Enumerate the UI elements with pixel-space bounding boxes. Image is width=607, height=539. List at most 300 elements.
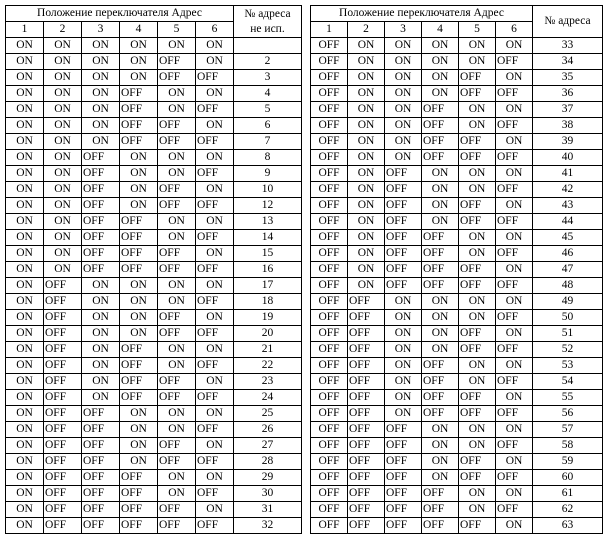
switch-state-cell: OFF [311, 294, 348, 310]
table-row [311, 182, 603, 198]
switch-state-cell: ON [6, 470, 44, 486]
switch-state-cell: OFF [44, 278, 82, 294]
table-row [6, 262, 302, 278]
address-number-cell: 8 [234, 150, 302, 166]
switch-state-cell: OFF [311, 406, 348, 422]
switch-state-cell: ON [6, 438, 44, 454]
switch-state-cell: ON [44, 118, 82, 134]
table-row [6, 182, 302, 198]
switch-state-cell: OFF [422, 150, 459, 166]
switch-state-cell: ON [196, 278, 234, 294]
switch-state-cell: ON [6, 38, 44, 54]
switch-state-cell: ON [82, 326, 120, 342]
switch-state-cell: ON [120, 406, 158, 422]
switch-state-cell: ON [459, 374, 496, 390]
switch-state-cell: ON [348, 102, 385, 118]
address-number-cell: 10 [234, 182, 302, 198]
switch-state-cell: OFF [422, 262, 459, 278]
address-number-cell: 56 [533, 406, 603, 422]
switch-state-cell: OFF [196, 358, 234, 374]
switch-state-cell: OFF [311, 326, 348, 342]
switch-state-cell: ON [82, 102, 120, 118]
switch-state-cell: OFF [422, 518, 459, 534]
switch-state-cell: ON [6, 294, 44, 310]
switch-state-cell: OFF [44, 310, 82, 326]
address-number-cell: 57 [533, 422, 603, 438]
switch-state-cell: ON [44, 86, 82, 102]
address-number-cell: 9 [234, 166, 302, 182]
switch-state-cell: OFF [44, 502, 82, 518]
switch-state-cell: ON [496, 454, 533, 470]
switch-state-cell: OFF [459, 470, 496, 486]
switch-state-cell: ON [158, 358, 196, 374]
switch-state-cell: OFF [496, 406, 533, 422]
table-row [311, 358, 603, 374]
switch-state-cell: ON [459, 102, 496, 118]
switch-state-cell: ON [459, 230, 496, 246]
table-row [311, 246, 603, 262]
switch-state-cell: ON [158, 278, 196, 294]
address-number-cell: 23 [234, 374, 302, 390]
switch-state-cell: ON [496, 198, 533, 214]
address-number-cell: 31 [234, 502, 302, 518]
switch-state-cell: OFF [385, 278, 422, 294]
switch-state-cell: OFF [385, 454, 422, 470]
switch-state-cell: OFF [158, 374, 196, 390]
switch-state-cell: ON [120, 326, 158, 342]
switch-state-cell: OFF [385, 470, 422, 486]
switch-state-cell: OFF [422, 374, 459, 390]
switch-state-cell: OFF [422, 230, 459, 246]
switch-state-cell: OFF [385, 422, 422, 438]
switch-state-cell: ON [385, 38, 422, 54]
table-row [6, 470, 302, 486]
table-row [311, 518, 603, 534]
switch-state-cell: ON [459, 118, 496, 134]
switch-state-cell: OFF [158, 326, 196, 342]
switch-state-cell: OFF [311, 246, 348, 262]
switch-state-cell: OFF [459, 86, 496, 102]
switch-state-cell: ON [422, 326, 459, 342]
switch-state-cell: ON [385, 54, 422, 70]
switch-state-cell: OFF [496, 214, 533, 230]
switch-state-cell: OFF [158, 246, 196, 262]
address-number-cell: 42 [533, 182, 603, 198]
switch-state-cell: ON [82, 38, 120, 54]
table-row [311, 310, 603, 326]
switch-state-cell: OFF [120, 230, 158, 246]
switch-state-cell: ON [496, 70, 533, 86]
switch-state-cell: OFF [459, 70, 496, 86]
switch-state-cell: ON [496, 294, 533, 310]
switch-state-cell: OFF [385, 182, 422, 198]
switch-state-cell: OFF [348, 502, 385, 518]
address-number-cell: 32 [234, 518, 302, 534]
switch-state-cell: OFF [311, 438, 348, 454]
address-number-cell: 17 [234, 278, 302, 294]
address-header-line: № адреса [544, 15, 591, 27]
switch-state-cell: ON [44, 38, 82, 54]
table-row [311, 102, 603, 118]
table-row [311, 326, 603, 342]
switch-state-cell: ON [459, 38, 496, 54]
switch-number: 6 [196, 22, 234, 38]
switch-state-cell: OFF [496, 278, 533, 294]
switch-number: 1 [311, 22, 348, 38]
switch-state-cell: ON [82, 310, 120, 326]
switch-state-cell: ON [196, 38, 234, 54]
switch-state-cell: ON [196, 310, 234, 326]
address-number-cell: 52 [533, 342, 603, 358]
switch-state-cell: ON [158, 406, 196, 422]
switch-state-cell: ON [459, 54, 496, 70]
switch-state-cell: OFF [196, 166, 234, 182]
switch-state-cell: OFF [311, 390, 348, 406]
switch-state-cell: ON [82, 86, 120, 102]
switch-state-cell: OFF [196, 390, 234, 406]
switch-state-cell: ON [422, 70, 459, 86]
switch-state-cell: ON [120, 294, 158, 310]
switch-number: 2 [348, 22, 385, 38]
switch-state-cell: ON [196, 502, 234, 518]
switch-state-cell: OFF [196, 134, 234, 150]
switch-state-cell: OFF [496, 502, 533, 518]
address-number-cell: 15 [234, 246, 302, 262]
table-row [311, 342, 603, 358]
switch-state-cell: ON [6, 182, 44, 198]
switch-state-cell: ON [158, 166, 196, 182]
switch-state-cell: OFF [311, 118, 348, 134]
switch-state-cell: ON [120, 182, 158, 198]
switch-state-cell: OFF [459, 454, 496, 470]
switch-state-cell: OFF [120, 134, 158, 150]
switch-number: 2 [44, 22, 82, 38]
switch-state-cell: ON [496, 390, 533, 406]
switch-state-cell: ON [422, 182, 459, 198]
switch-state-cell: ON [496, 486, 533, 502]
switch-number: 5 [158, 22, 196, 38]
switch-state-cell: ON [459, 182, 496, 198]
switch-state-cell: OFF [496, 342, 533, 358]
table-row [311, 390, 603, 406]
switch-number: 6 [496, 22, 533, 38]
switch-state-cell: OFF [311, 342, 348, 358]
table-row [311, 134, 603, 150]
switch-state-cell: ON [82, 118, 120, 134]
switch-state-cell: OFF [459, 198, 496, 214]
switch-state-cell: OFF [158, 134, 196, 150]
address-number-cell: 41 [533, 166, 603, 182]
switch-state-cell: OFF [82, 246, 120, 262]
switch-state-cell: ON [348, 166, 385, 182]
switch-state-cell: ON [158, 342, 196, 358]
switch-state-cell: OFF [158, 454, 196, 470]
table-row [6, 38, 302, 54]
switch-state-cell: OFF [348, 438, 385, 454]
table-row [311, 374, 603, 390]
switch-state-cell: ON [422, 310, 459, 326]
switch-state-cell: OFF [311, 470, 348, 486]
table-row [6, 278, 302, 294]
table-header-row [6, 6, 302, 22]
switch-state-cell: ON [82, 374, 120, 390]
switch-state-cell: ON [6, 374, 44, 390]
switch-state-cell: ON [422, 454, 459, 470]
table-row [6, 54, 302, 70]
table-row [6, 294, 302, 310]
switch-state-cell: ON [422, 470, 459, 486]
table-row [311, 166, 603, 182]
address-number-cell: 4 [234, 86, 302, 102]
switch-state-cell: OFF [311, 38, 348, 54]
switch-state-cell: OFF [82, 454, 120, 470]
table-row [311, 454, 603, 470]
switch-state-cell: ON [385, 150, 422, 166]
switch-state-cell: OFF [120, 470, 158, 486]
switch-state-cell: OFF [348, 422, 385, 438]
switch-state-cell: ON [496, 422, 533, 438]
address-number-cell: 45 [533, 230, 603, 246]
switch-state-cell: OFF [120, 486, 158, 502]
switch-state-cell: ON [496, 166, 533, 182]
switch-state-cell: OFF [82, 486, 120, 502]
switch-state-cell: ON [348, 246, 385, 262]
switch-state-cell: OFF [422, 502, 459, 518]
switch-state-cell: OFF [459, 150, 496, 166]
switch-state-cell: ON [158, 86, 196, 102]
switch-state-cell: OFF [385, 518, 422, 534]
switch-state-cell: ON [6, 70, 44, 86]
address-number-cell: 61 [533, 486, 603, 502]
switch-state-cell: ON [459, 486, 496, 502]
switch-state-cell: OFF [82, 502, 120, 518]
switch-state-cell: ON [385, 390, 422, 406]
switch-state-cell: OFF [82, 182, 120, 198]
address-number-cell: 39 [533, 134, 603, 150]
switch-state-cell: OFF [120, 262, 158, 278]
switch-state-cell: ON [82, 70, 120, 86]
switch-state-cell: OFF [385, 214, 422, 230]
switch-state-cell: ON [196, 150, 234, 166]
switch-state-cell: ON [496, 134, 533, 150]
switch-state-cell: OFF [348, 470, 385, 486]
switch-state-cell: OFF [82, 518, 120, 534]
switch-state-cell: ON [385, 374, 422, 390]
address-number-cell: 20 [234, 326, 302, 342]
switch-state-cell: OFF [459, 342, 496, 358]
switch-state-cell: ON [385, 134, 422, 150]
switch-state-cell: ON [158, 230, 196, 246]
address-number-cell: 27 [234, 438, 302, 454]
switch-state-cell: OFF [348, 518, 385, 534]
switch-state-cell: ON [6, 214, 44, 230]
switch-state-cell: ON [44, 262, 82, 278]
switch-state-cell: OFF [44, 454, 82, 470]
switch-state-cell: ON [6, 358, 44, 374]
switch-state-cell: ON [348, 214, 385, 230]
switch-state-cell: ON [120, 150, 158, 166]
switch-state-cell: ON [422, 38, 459, 54]
switch-state-cell: OFF [496, 246, 533, 262]
address-column-header [533, 6, 603, 38]
switch-state-cell: OFF [120, 118, 158, 134]
table-row [6, 214, 302, 230]
switch-state-cell: ON [459, 246, 496, 262]
switch-state-cell: ON [348, 38, 385, 54]
address-table-right [310, 5, 603, 534]
switch-state-cell: OFF [496, 470, 533, 486]
switch-state-cell: OFF [311, 230, 348, 246]
switch-state-cell: ON [158, 294, 196, 310]
switch-state-cell: OFF [311, 198, 348, 214]
switch-state-cell: OFF [496, 86, 533, 102]
switch-state-cell: ON [82, 278, 120, 294]
switch-state-cell: ON [44, 134, 82, 150]
switch-state-cell: ON [496, 102, 533, 118]
switch-state-cell: ON [385, 326, 422, 342]
switch-state-cell: OFF [44, 406, 82, 422]
switch-state-cell: ON [158, 102, 196, 118]
switch-state-cell: ON [459, 422, 496, 438]
switch-state-cell: OFF [496, 118, 533, 134]
switch-state-cell: OFF [120, 374, 158, 390]
switch-state-cell: ON [496, 38, 533, 54]
switch-state-cell: ON [44, 150, 82, 166]
table-row [311, 294, 603, 310]
switch-state-cell: OFF [459, 326, 496, 342]
switch-state-cell: ON [6, 230, 44, 246]
table-row [311, 214, 603, 230]
switch-state-cell: OFF [158, 502, 196, 518]
address-number-cell: 2 [234, 54, 302, 70]
switch-state-cell: ON [422, 214, 459, 230]
switch-state-cell: ON [348, 118, 385, 134]
address-number-cell: 46 [533, 246, 603, 262]
switch-state-cell: ON [422, 86, 459, 102]
switch-state-cell: OFF [44, 358, 82, 374]
switch-state-cell: OFF [82, 470, 120, 486]
switch-state-cell: ON [120, 454, 158, 470]
switch-state-cell: ON [6, 422, 44, 438]
address-number-cell: 58 [533, 438, 603, 454]
switch-state-cell: OFF [422, 102, 459, 118]
address-number-cell: 21 [234, 342, 302, 358]
switch-state-cell: OFF [44, 470, 82, 486]
table-row [6, 486, 302, 502]
switch-state-cell: OFF [120, 214, 158, 230]
switch-state-cell: OFF [422, 118, 459, 134]
switch-state-cell: OFF [348, 294, 385, 310]
switch-state-cell: OFF [82, 438, 120, 454]
switch-state-cell: OFF [459, 214, 496, 230]
table-row [311, 70, 603, 86]
switch-state-cell: OFF [422, 278, 459, 294]
switch-state-cell: ON [459, 294, 496, 310]
address-table-left-body [6, 6, 302, 534]
switch-state-cell: OFF [196, 198, 234, 214]
switch-state-cell: OFF [82, 214, 120, 230]
switch-state-cell: ON [44, 182, 82, 198]
address-number-cell: 48 [533, 278, 603, 294]
switch-state-cell: ON [6, 102, 44, 118]
switch-state-cell: ON [6, 54, 44, 70]
address-table-left [5, 5, 302, 534]
switch-state-cell: ON [196, 182, 234, 198]
switch-state-cell: OFF [196, 262, 234, 278]
table-row [311, 438, 603, 454]
switch-state-cell: OFF [348, 342, 385, 358]
table-row [311, 118, 603, 134]
switch-state-cell: OFF [158, 390, 196, 406]
switch-state-cell: OFF [385, 230, 422, 246]
switch-state-cell: OFF [82, 166, 120, 182]
table-title: Положение переключателя Адрес [311, 6, 533, 22]
table-row [311, 470, 603, 486]
switch-state-cell: OFF [311, 454, 348, 470]
switch-state-cell: ON [459, 438, 496, 454]
switch-state-cell: OFF [158, 118, 196, 134]
switch-state-cell: ON [196, 342, 234, 358]
switch-state-cell: ON [82, 294, 120, 310]
address-number-cell: 13 [234, 214, 302, 230]
address-number-cell: 33 [533, 38, 603, 54]
address-number-cell: 14 [234, 230, 302, 246]
table-row [311, 230, 603, 246]
switch-state-cell: ON [348, 54, 385, 70]
switch-state-cell: OFF [120, 502, 158, 518]
switch-state-cell: OFF [120, 102, 158, 118]
switch-state-cell: OFF [311, 518, 348, 534]
table-row [6, 502, 302, 518]
switch-state-cell: ON [196, 214, 234, 230]
switch-state-cell: OFF [311, 310, 348, 326]
table-row [311, 150, 603, 166]
switch-state-cell: OFF [496, 438, 533, 454]
switch-state-cell: ON [120, 438, 158, 454]
address-number-cell: 36 [533, 86, 603, 102]
switch-state-cell: ON [44, 230, 82, 246]
table-row [311, 422, 603, 438]
switch-state-cell: OFF [348, 406, 385, 422]
switch-state-cell: ON [6, 454, 44, 470]
address-number-cell: 47 [533, 262, 603, 278]
address-number-cell: 35 [533, 70, 603, 86]
switch-state-cell: OFF [385, 438, 422, 454]
switch-state-cell: OFF [44, 518, 82, 534]
switch-state-cell: ON [496, 326, 533, 342]
switch-state-cell: ON [158, 486, 196, 502]
switch-state-cell: OFF [82, 422, 120, 438]
switch-state-cell: ON [385, 358, 422, 374]
address-table-right-body [311, 6, 603, 534]
switch-state-cell: OFF [158, 182, 196, 198]
switch-state-cell: ON [348, 198, 385, 214]
address-number-cell: 6 [234, 118, 302, 134]
switch-state-cell: ON [496, 230, 533, 246]
switch-state-cell: OFF [496, 54, 533, 70]
table-row [6, 102, 302, 118]
switch-state-cell: ON [120, 38, 158, 54]
switch-state-cell: ON [6, 390, 44, 406]
switch-state-cell: OFF [120, 390, 158, 406]
address-number-cell: 44 [533, 214, 603, 230]
switch-state-cell: ON [385, 118, 422, 134]
address-number-cell: 3 [234, 70, 302, 86]
switch-state-cell: OFF [158, 70, 196, 86]
table-row [6, 326, 302, 342]
switch-state-cell: OFF [385, 262, 422, 278]
switch-state-cell: ON [385, 102, 422, 118]
